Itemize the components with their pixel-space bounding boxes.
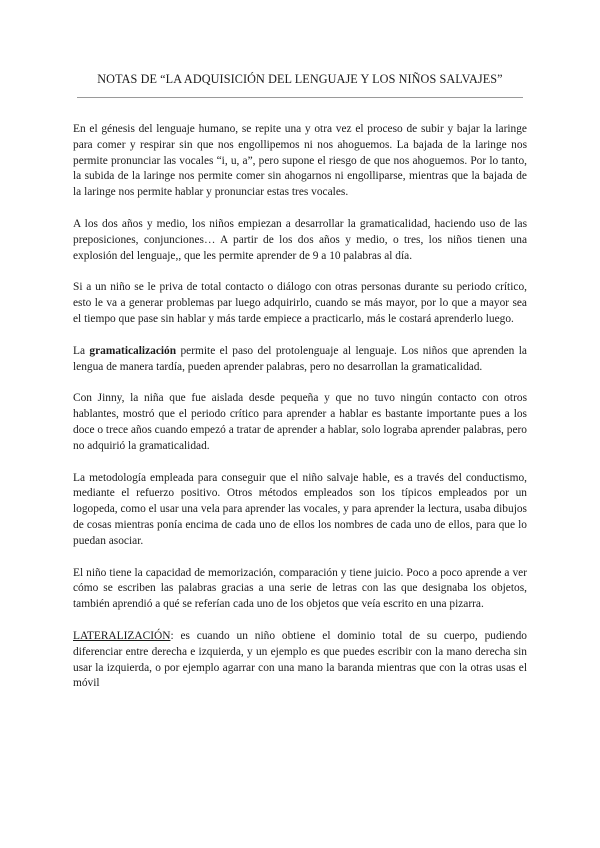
paragraph-memorization: El niño tiene la capacidad de memorización, comparación y tiene juicio. Poco a poco aprende a ver cómo se escriben las palabras gracias a una serie de letras con las que designaba los objetos, también aprendió a qué se referían cada uno de los objetos que veía escrito en una pizarra.: [73, 566, 527, 611]
paragraph-rest-text: permite el paso del protolenguaje al lenguaje. Los niños que aprenden la lengua de manera tardía, pueden aprender palabras, pero no desarrollan la gramaticalidad.: [73, 344, 527, 373]
bold-term-gramaticalizacion: gramaticalización: [89, 344, 177, 357]
document-body: [73, 122, 527, 708]
document-title: NOTAS DE “LA ADQUISICIÓN DEL LENGUAJE Y LOS NIÑOS SALVAJES”: [97, 72, 503, 86]
paragraph-lateralizacion: [73, 629, 527, 692]
paragraph-lead-text: La: [73, 344, 90, 357]
paragraph-methodology: La metodología empleada para conseguir que el niño salvaje hable, es a través del conductismo, mediante el refuerzo positivo. Otros métodos empleados son los típicos empleados por un logopeda, como el usar una vela para aprender las vocales, y para aprender la lectura, usaba dibujos de cosas mientras ponía encima de cada uno de ellos los nombres de cada uno de ellos, para que lo puedan asociar.: [73, 471, 527, 547]
paragraph-critical-period: Si a un niño se le priva de total contacto o diálogo con otras personas durante su periodo crítico, esto le va a generar problemas par luego adquirirlo, cuando se más mayor, por lo que a mayor sea el tiempo que pase sin hablar y más tarde empiece a practicarlo, más le costará aprenderlo luego.: [73, 281, 527, 325]
title-divider: [77, 97, 523, 98]
paragraph-larynx: En el génesis del lenguaje humano, se repite una y otra vez el proceso de subir y bajar la laringe para comer y respirar sin que nos engollipemos ni nos ahoguemos. La bajada de la laringe nos permite pronunciar las vocales “i, u, a”, pero supone el riesgo de que nos ahoguemos. Por lo tanto, la subida de la laringe nos permite comer sin ahogarnos ni engolliparse, mientras que la bajada de la laringe nos permite hablar y pronunciar estas tres vocales.: [73, 123, 527, 199]
paragraph-jinny: Con Jinny, la niña que fue aislada desde pequeña y que no tuvo ningún contacto con otros hablantes, mostró que el periodo crítico para aprender a hablar es bastante importante pues a los doce o trece años cuando empezó a tratar de aprender a hablar, solo lograba aprender palabras, pero no adquirió la gramaticalidad.: [73, 392, 527, 452]
paragraph-grammaticality-age: A los dos años y medio, los niños empiezan a desarrollar la gramaticalidad, haciendo uso de las preposiciones, conjunciones… A partir de los dos años y medio, o tres, los niños tienen una explosión del lenguaje,, que les permite aprender de 9 a 10 palabras al día.: [73, 217, 527, 262]
paragraph-rest-text: : es cuando un niño obtiene el dominio total de su cuerpo, pudiendo diferenciar entre derecha e izquierda, y un ejemplo es que puedes escribir con la mano derecha sin usar la izquierda, o por ejemplo agarrar con una mano la baranda mientras que con la otras usas el móvil: [73, 629, 527, 690]
underlined-term-lateralizacion: LATERALIZACIÓN: [73, 629, 171, 642]
paragraph-gramaticalizacion: [73, 344, 527, 376]
